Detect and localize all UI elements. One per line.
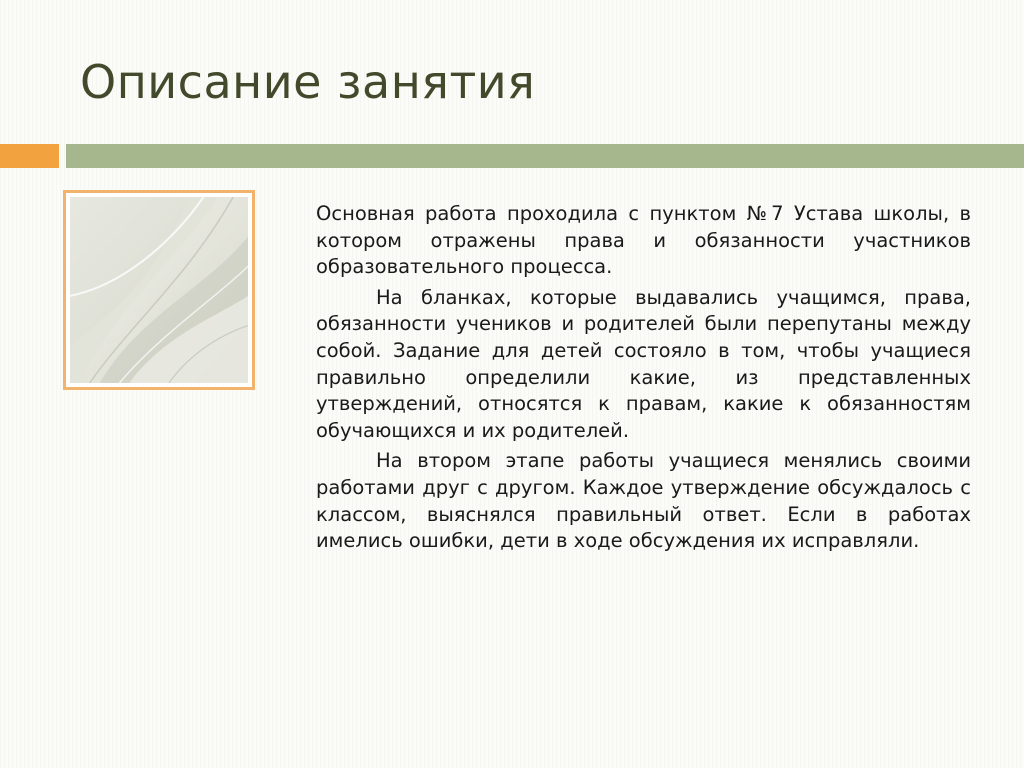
paragraph-2: На бланках, которые выдавались учащимся, права, обязанности учеников и родителей были перепутаны между собой. Задание для детей состояло в том, чтобы учащиеся правильно определили какие, из представленных утверждений, относятся к правам, какие к обязанностям обучающихся и их родителей. [316,285,971,442]
open-book-pages-picture [70,197,248,383]
paragraph-1: Основная работа проходила с пунктом №7 Устава школы, в котором отражены права и обязанности участников образовательного процесса. [316,202,971,279]
title-divider-bar [66,144,1024,168]
book-pages-picture [63,190,255,390]
title-accent-bar [0,144,59,168]
paragraph-3: На втором этапе работы учащиеся менялись своими работами друг с другом. Каждое утверждение обсуждалось с классом, выяснялся правильный ответ. Если в работах имелись ошибки, дети в ходе обсуждения их исправляли. [316,449,971,553]
slide-title: Описание занятия [80,55,536,109]
slide-body [316,201,971,559]
